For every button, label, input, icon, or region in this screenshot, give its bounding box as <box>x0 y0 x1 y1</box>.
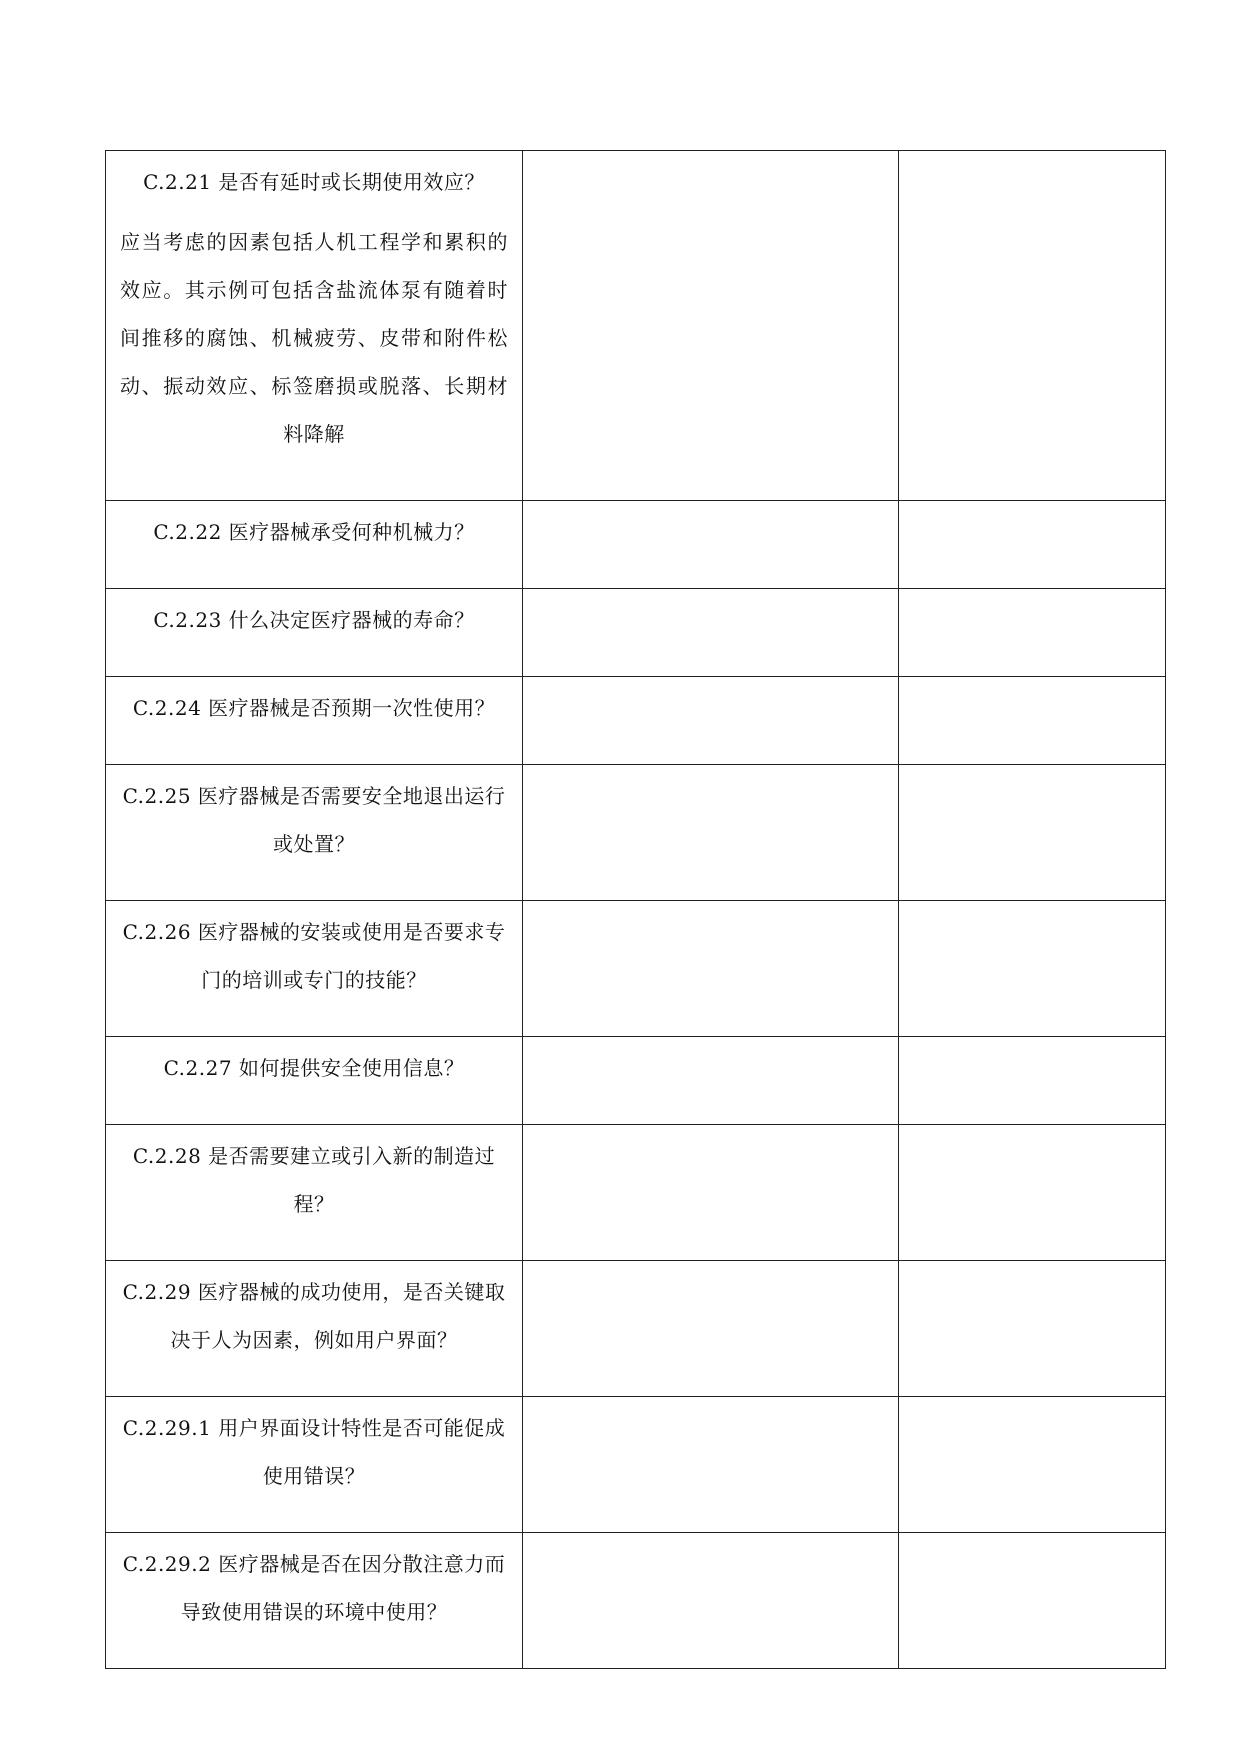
question-text: C.2.28 是否需要建立或引入新的制造过程？ <box>132 1144 496 1216</box>
question-text: C.2.21 是否有延时或长期使用效应？ <box>143 170 485 194</box>
question-cell <box>106 589 523 677</box>
question-text: C.2.23 什么决定医疗器械的寿命？ <box>153 608 475 632</box>
question-text: C.2.22 医疗器械承受何种机械力？ <box>153 520 475 544</box>
question-cell <box>106 501 523 589</box>
answer-cell[interactable] <box>523 901 899 1037</box>
answer-cell[interactable] <box>523 1533 899 1669</box>
reference-cell[interactable] <box>899 1125 1166 1261</box>
question-note: 应当考虑的因素包括人机工程学和累积的效应。其示例可包括含盐流体泵有随着时间推移的腐蚀、机械疲劳、皮带和附件松动、振动效应、标签磨损或脱落、长期材料降解 <box>120 230 508 446</box>
reference-cell[interactable] <box>899 1533 1166 1669</box>
question-text: C.2.24 医疗器械是否预期一次性使用？ <box>132 696 496 720</box>
table-row <box>106 151 1166 501</box>
reference-cell[interactable] <box>899 1397 1166 1533</box>
question-cell <box>106 1037 523 1125</box>
question-text: C.2.25 医疗器械是否需要安全地退出运行或处置？ <box>122 784 506 856</box>
question-cell <box>106 151 523 501</box>
reference-cell[interactable] <box>899 901 1166 1037</box>
question-text: C.2.29.1 用户界面设计特性是否可能促成使用错误？ <box>122 1416 506 1488</box>
answer-cell[interactable] <box>523 1397 899 1533</box>
answer-cell[interactable] <box>523 501 899 589</box>
question-text: C.2.27 如何提供安全使用信息？ <box>163 1056 465 1080</box>
question-cell <box>106 1397 523 1533</box>
table-row <box>106 589 1166 677</box>
question-text: C.2.26 医疗器械的安装或使用是否要求专门的培训或专门的技能？ <box>122 920 506 992</box>
reference-cell[interactable] <box>899 589 1166 677</box>
answer-cell[interactable] <box>523 151 899 501</box>
reference-cell[interactable] <box>899 765 1166 901</box>
risk-checklist-table <box>105 150 1166 1669</box>
question-cell <box>106 901 523 1037</box>
table-row <box>106 1037 1166 1125</box>
question-cell <box>106 677 523 765</box>
question-cell <box>106 765 523 901</box>
reference-cell[interactable] <box>899 501 1166 589</box>
reference-cell[interactable] <box>899 677 1166 765</box>
table-row <box>106 501 1166 589</box>
question-text: C.2.29 医疗器械的成功使用，是否关键取决于人为因素，例如用户界面？ <box>122 1280 506 1352</box>
table-row <box>106 765 1166 901</box>
reference-cell[interactable] <box>899 1261 1166 1397</box>
question-cell <box>106 1533 523 1669</box>
reference-cell[interactable] <box>899 151 1166 501</box>
answer-cell[interactable] <box>523 1037 899 1125</box>
answer-cell[interactable] <box>523 589 899 677</box>
answer-cell[interactable] <box>523 1125 899 1261</box>
question-cell <box>106 1125 523 1261</box>
table-row <box>106 1125 1166 1261</box>
table-row <box>106 1397 1166 1533</box>
answer-cell[interactable] <box>523 1261 899 1397</box>
answer-cell[interactable] <box>523 677 899 765</box>
question-cell <box>106 1261 523 1397</box>
table-row <box>106 901 1166 1037</box>
question-text: C.2.29.2 医疗器械是否在因分散注意力而导致使用错误的环境中使用？ <box>122 1552 506 1624</box>
answer-cell[interactable] <box>523 765 899 901</box>
table-row <box>106 1533 1166 1669</box>
table-row <box>106 1261 1166 1397</box>
reference-cell[interactable] <box>899 1037 1166 1125</box>
table-row <box>106 677 1166 765</box>
